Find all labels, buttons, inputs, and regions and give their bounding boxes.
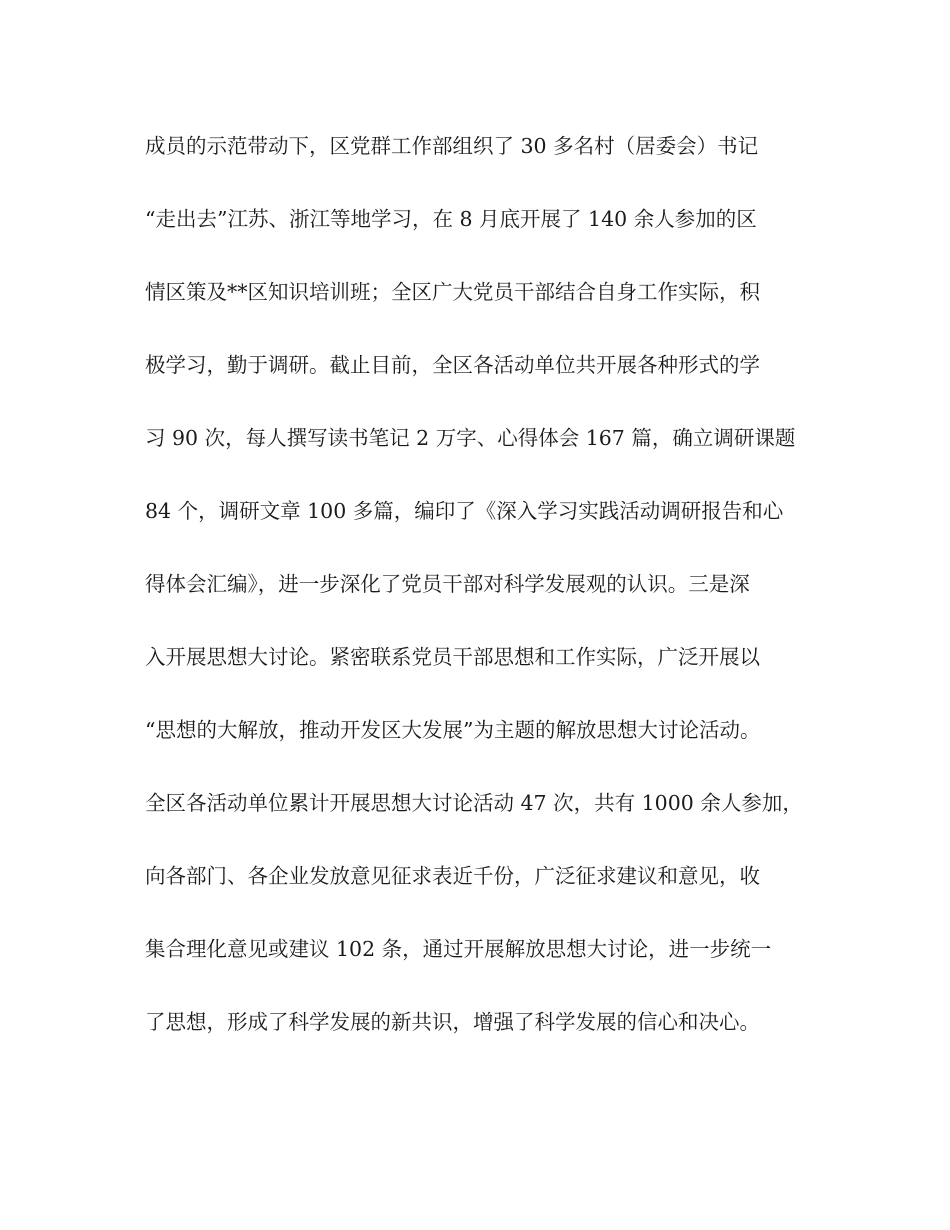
text-line-3: 情区策及**区知识培训班；全区广大党员干部结合自身工作实际，积 xyxy=(145,280,760,304)
text-line-8: 入开展思想大讨论。紧密联系党员干部思想和工作实际，广泛开展以 xyxy=(145,645,760,669)
text-line-6: 84 个，调研文章 100 多篇，编印了《深入学习实践活动调研报告和心 xyxy=(145,499,784,523)
body-paragraph xyxy=(145,127,825,1076)
text-line-1: 成员的示范带动下，区党群工作部组织了 30 多名村（居委会）书记 xyxy=(145,134,759,158)
text-line-9: “思想的大解放，推动开发区大发展”为主题的解放思想大讨论活动。 xyxy=(145,718,761,742)
text-line-2: “走出去”江苏、浙江等地学习，在 8 月底开展了 140 余人参加的区 xyxy=(145,207,757,231)
text-line-12: 集合理化意见或建议 102 条，通过开展解放思想大讨论，进一步统一 xyxy=(145,937,772,961)
text-line-10: 全区各活动单位累计开展思想大讨论活动 47 次，共有 1000 余人参加， xyxy=(145,791,803,815)
text-line-13: 了思想，形成了科学发展的新共识，增强了科学发展的信心和决心。 xyxy=(145,1010,760,1034)
text-line-4: 极学习，勤于调研。截止目前，全区各活动单位共开展各种形式的学 xyxy=(145,353,760,377)
text-line-7: 得体会汇编》，进一步深化了党员干部对科学发展观的认识。三是深 xyxy=(145,572,750,596)
text-line-11: 向各部门、各企业发放意见征求表近千份，广泛征求建议和意见，收 xyxy=(145,864,760,888)
text-line-5: 习 90 次，每人撰写读书笔记 2 万字、心得体会 167 篇，确立调研课题 xyxy=(145,426,796,450)
